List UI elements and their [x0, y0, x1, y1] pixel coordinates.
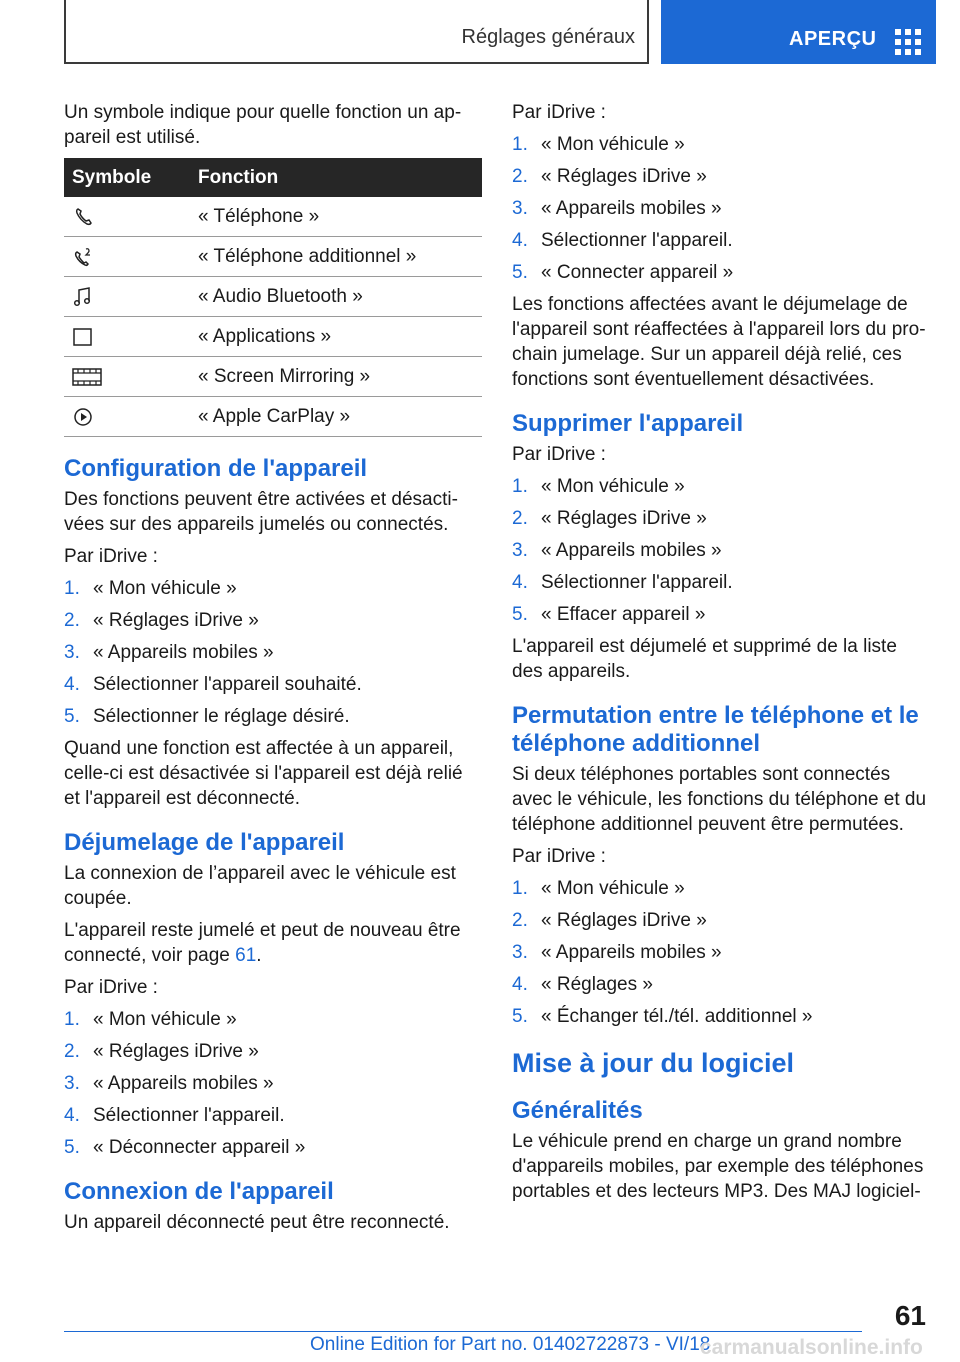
- swap-lead: Par iDrive :: [512, 846, 606, 867]
- list-item: 3. « Appareils mobiles »: [512, 198, 722, 219]
- list-item: 4. « Réglages »: [512, 974, 653, 995]
- swap-steps: [512, 876, 930, 1029]
- table-row: [64, 397, 482, 437]
- left-column: [64, 100, 482, 1242]
- list-item: 4. Sélectionner l'appareil souhaité.: [64, 674, 362, 695]
- heading-configuration: Configuration de l'appareil: [64, 455, 368, 482]
- list-item: 5. « Effacer appareil »: [512, 604, 706, 625]
- delete-lead: Par iDrive :: [512, 444, 606, 465]
- table-row: [64, 197, 482, 237]
- music-note-icon: [72, 286, 94, 308]
- section-title: Réglages généraux: [461, 26, 635, 48]
- function-label: « Audio Bluetooth »: [188, 277, 482, 317]
- delete-after: L'appareil est déjumelé et supprimé de la liste des appareils.: [512, 636, 897, 682]
- heading-connect: Connexion de l'appareil: [64, 1178, 334, 1205]
- heading-update: Mise à jour du logiciel: [512, 1048, 795, 1078]
- function-label: « Téléphone additionnel »: [188, 237, 482, 277]
- delete-steps: [512, 474, 930, 627]
- heading-swap: Permutation entre le téléphone et le téléphone additionnel: [512, 702, 919, 757]
- list-item: 2. « Réglages iDrive »: [64, 610, 259, 631]
- header-symbol: Symbole: [64, 158, 188, 197]
- list-item: 4. Sélectionner l'appareil.: [64, 1105, 285, 1126]
- header-function: Fonction: [188, 158, 482, 197]
- screen-mirroring-icon: [72, 366, 102, 388]
- table-header-row: [64, 158, 482, 197]
- unpair-lead: Par iDrive :: [64, 977, 158, 998]
- footer-edition: Online Edition for Part no. 01402722873 - VI/18: [310, 1334, 711, 1355]
- app-square-icon: [72, 326, 94, 348]
- right-column: [512, 100, 930, 1211]
- list-item: 2. « Réglages iDrive »: [512, 910, 707, 931]
- list-item: 5. « Déconnecter appareil »: [64, 1137, 306, 1158]
- function-label: « Applications »: [188, 317, 482, 357]
- unpair-steps: [64, 1007, 482, 1160]
- connect-steps: [512, 132, 930, 285]
- function-label: « Screen Mirroring »: [188, 357, 482, 397]
- subheading-general: Généralités: [512, 1097, 643, 1124]
- list-item: 5. « Connecter appareil »: [512, 262, 734, 283]
- update-text: Le véhicule prend en charge un grand nombre d'appareils mobiles, par exemple des téléphones portables et des lecteurs MP3. Des MAJ logiciel-: [512, 1131, 924, 1202]
- watermark: carmanualsonline.info: [700, 1336, 923, 1359]
- intro-text: Un symbole indique pour quelle fonction un appareil est utilisé.: [64, 102, 462, 148]
- config-after: Quand une fonction est affectée à un appareil, celle-ci est désactivée si l'appareil est déjà relié et l'appareil est déconnecté.: [64, 738, 463, 809]
- list-item: 3. « Appareils mobiles »: [64, 1073, 274, 1094]
- header-section-box: [64, 0, 649, 64]
- footer-divider: [64, 1331, 862, 1332]
- list-item: 4. Sélectionner l'appareil.: [512, 230, 733, 251]
- page-number: 61: [894, 1300, 926, 1331]
- heading-delete: Supprimer l'appareil: [512, 410, 744, 437]
- config-lead: Par iDrive :: [64, 546, 158, 567]
- function-label: « Apple CarPlay »: [188, 397, 482, 437]
- connect-lead: Par iDrive :: [512, 102, 606, 123]
- function-label: « Téléphone »: [188, 197, 482, 237]
- swap-text: Si deux téléphones portables sont connectés avec le véhicule, les fonctions du téléphone et du téléphone additionnel peuvent être permutées.: [512, 764, 927, 835]
- carplay-icon: [72, 406, 94, 428]
- header-tab-overview[interactable]: [661, 0, 936, 64]
- phone-icon: [72, 206, 94, 228]
- heading-unpair: Déjumelage de l'appareil: [64, 829, 345, 856]
- page-link[interactable]: 61: [235, 945, 257, 966]
- list-item: 1. « Mon véhicule »: [64, 1009, 237, 1030]
- list-item: 1. « Mon véhicule »: [512, 134, 685, 155]
- list-item: 3. « Appareils mobiles »: [512, 942, 722, 963]
- phone-2-icon: [72, 246, 94, 268]
- unpair-text1: La connexion de l’appareil avec le véhicule est coupée.: [64, 863, 456, 909]
- symbol-table: [64, 158, 482, 437]
- table-row: [64, 237, 482, 277]
- table-row: [64, 277, 482, 317]
- unpair-text2: L'appareil reste jumelé et peut de nouveau être connecté, voir page 61.: [64, 920, 461, 966]
- list-item: 1. « Mon véhicule »: [512, 878, 685, 899]
- config-steps: [64, 576, 482, 729]
- list-item: 1. « Mon véhicule »: [512, 476, 685, 497]
- config-text: Des fonctions peuvent être activées et désactivées sur des appareils jumelés ou connectés.: [64, 489, 458, 535]
- grid-icon: [895, 29, 921, 55]
- list-item: 4. Sélectionner l'appareil.: [512, 572, 733, 593]
- list-item: 1. « Mon véhicule »: [64, 578, 237, 599]
- connect-text: Un appareil déconnecté peut être reconnecté.: [64, 1212, 450, 1233]
- list-item: 2. « Réglages iDrive »: [512, 508, 707, 529]
- list-item: 5. Sélectionner le réglage désiré.: [64, 706, 350, 727]
- list-item: 5. « Échanger tél./tél. additionnel »: [512, 1006, 813, 1027]
- tab-overview-label: APERÇU: [789, 28, 877, 50]
- list-item: 2. « Réglages iDrive »: [64, 1041, 259, 1062]
- connect-after: Les fonctions affectées avant le déjumelage de l'appareil sont réaffectées à l'appareil lors du prochain jumelage. Sur un appareil déjà relié, ces fonctions sont éventuellement désactivées.: [512, 294, 926, 390]
- table-row: [64, 357, 482, 397]
- list-item: 3. « Appareils mobiles »: [64, 642, 274, 663]
- list-item: 2. « Réglages iDrive »: [512, 166, 707, 187]
- list-item: 3. « Appareils mobiles »: [512, 540, 722, 561]
- table-row: [64, 317, 482, 357]
